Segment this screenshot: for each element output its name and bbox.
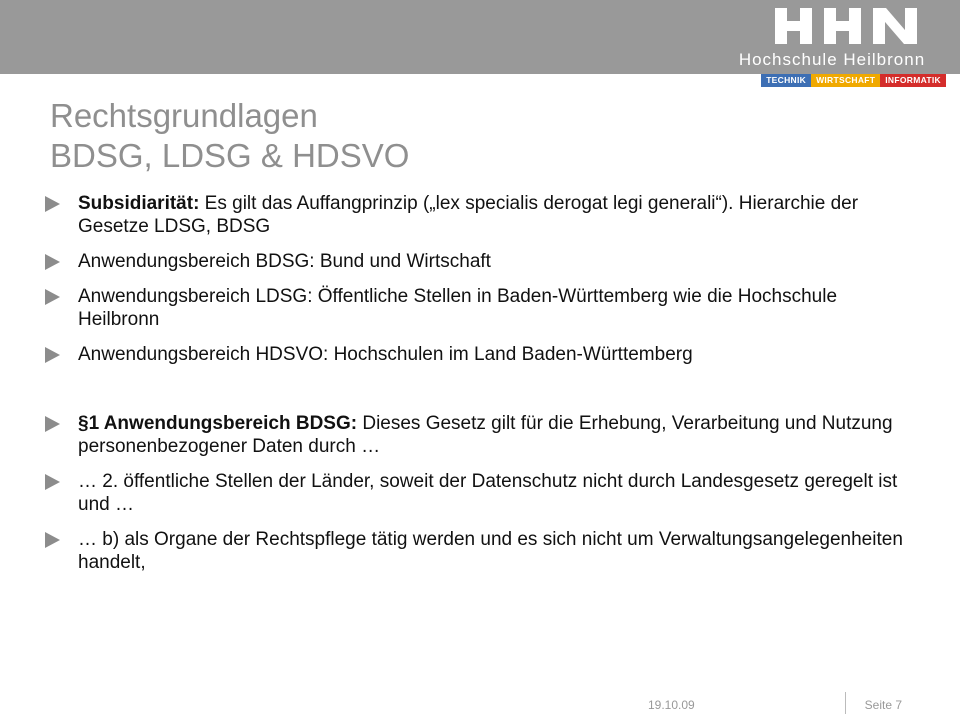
bullet-bold-text: §1 Anwendungsbereich BDSG: — [78, 413, 358, 434]
bullet-text: … b) als Organe der Rechtspflege tätig werden und es sich nicht um Verwaltungsangelegenheiten handelt, — [78, 529, 903, 573]
arrow-bullet-icon — [45, 347, 60, 363]
slide-title — [50, 96, 409, 176]
footer-divider — [845, 692, 846, 714]
logo-name: Hochschule Heilbronn — [738, 50, 926, 69]
footer-page-number: Seite 7 — [864, 698, 902, 712]
list-item — [42, 343, 922, 366]
bullet-text: Anwendungsbereich BDSG: Bund und Wirtschaft — [78, 251, 491, 272]
arrow-bullet-icon — [45, 532, 60, 548]
bullet-list — [42, 192, 922, 574]
bullet-bold-text: Subsidiarität: — [78, 193, 200, 214]
hhn-logo-mark-icon — [700, 0, 960, 50]
arrow-bullet-icon — [45, 254, 60, 270]
list-item — [42, 470, 922, 516]
list-item — [42, 412, 922, 458]
tag-wirtschaft: WIRTSCHAFT — [811, 74, 880, 87]
footer-date: 19.10.09 — [648, 698, 695, 712]
title-line-2: BDSG, LDSG & HDSVO — [50, 137, 410, 174]
bullet-text: … 2. öffentliche Stellen der Länder, soweit der Datenschutz nicht durch Landesgesetz geregelt ist und … — [78, 471, 898, 515]
arrow-bullet-icon — [45, 289, 60, 305]
faculty-tags — [761, 74, 946, 87]
tag-technik: TECHNIK — [761, 74, 811, 87]
bullet-text: Dieses Gesetz gilt für die Erhebung, Verarbeitung und Nutzung personenbezogener Daten durch … — [78, 413, 893, 457]
arrow-bullet-icon — [45, 416, 60, 432]
list-item — [42, 192, 922, 238]
bullet-text: Anwendungsbereich LDSG: Öffentliche Stellen in Baden-Württemberg wie die Hochschule Heilbronn — [78, 286, 838, 330]
arrow-bullet-icon — [45, 474, 60, 490]
list-item — [42, 285, 922, 331]
title-line-1: Rechtsgrundlagen — [50, 97, 318, 134]
list-item — [42, 250, 922, 273]
tag-informatik: INFORMATIK — [880, 74, 946, 87]
arrow-bullet-icon — [45, 196, 60, 212]
list-item — [42, 528, 922, 574]
bullet-text: Anwendungsbereich HDSVO: Hochschulen im Land Baden-Württemberg — [78, 344, 693, 365]
bullet-text: Es gilt das Auffangprinzip („lex specialis derogat legi generali“). Hierarchie der Gesetze LDSG, BDSG — [78, 193, 859, 237]
